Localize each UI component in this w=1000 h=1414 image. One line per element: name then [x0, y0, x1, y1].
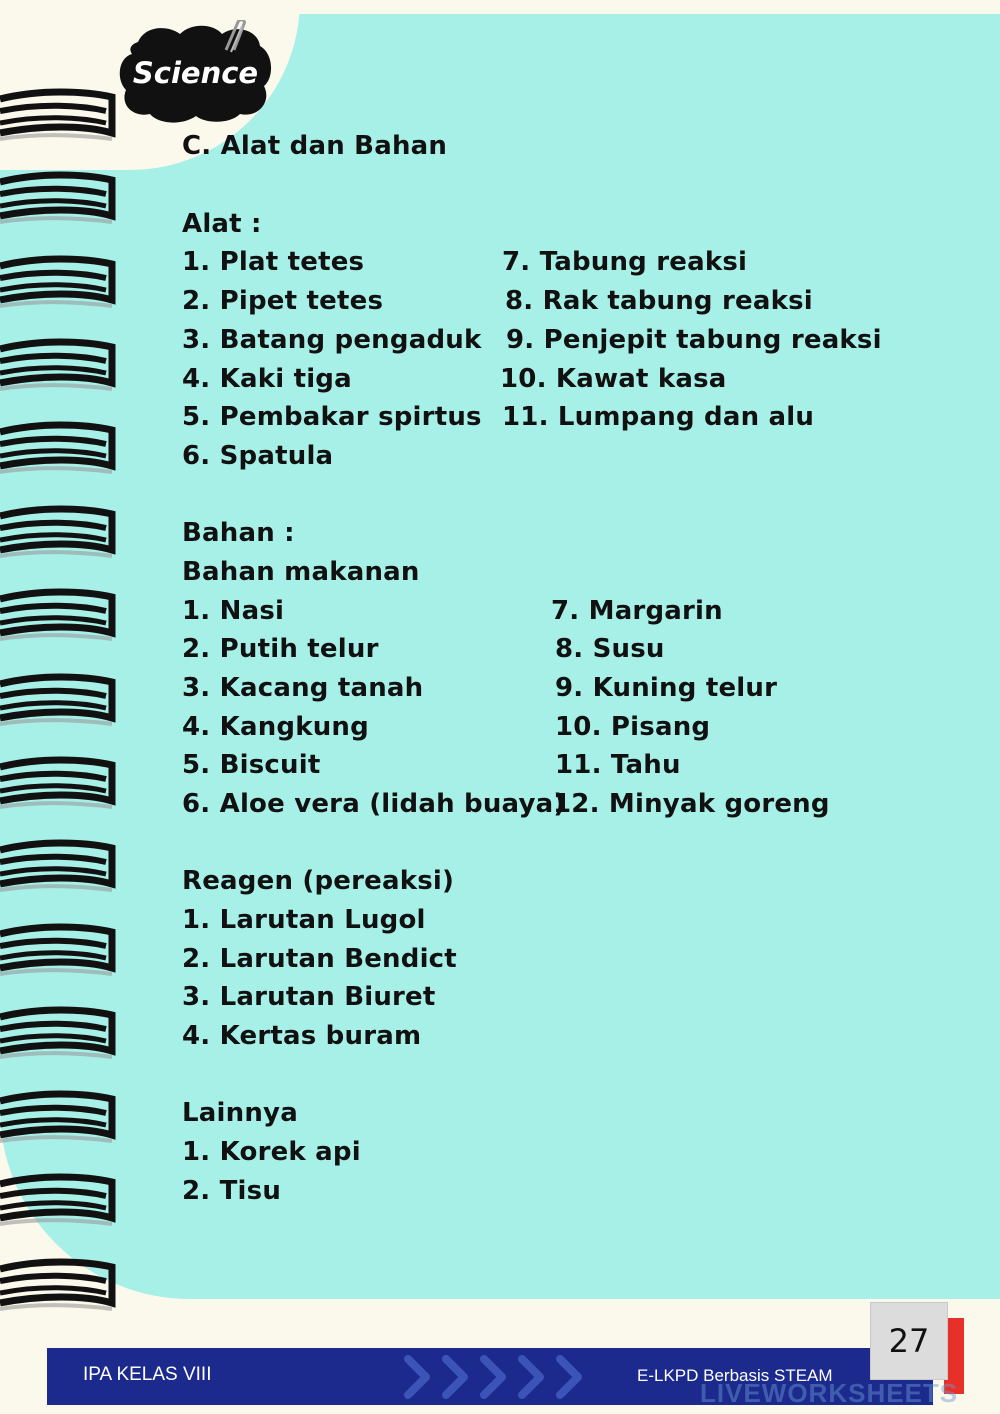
list-item: 4. Kangkung: [182, 712, 369, 742]
list-item: 2. Tisu: [182, 1176, 282, 1206]
list-item: 3. Larutan Biuret: [182, 982, 436, 1012]
footer-right-label: E-LKPD Berbasis STEAM: [637, 1366, 833, 1385]
list-item: 3. Batang pengaduk: [182, 325, 482, 355]
binding-ring: [0, 843, 112, 890]
list-item: 6. Spatula: [182, 441, 334, 471]
spiral-binding: [0, 0, 130, 1414]
list-item: 2. Putih telur: [182, 634, 379, 664]
watermark: LIVEWORKSHEETS: [700, 1378, 959, 1408]
list-item: 10. Pisang: [555, 712, 711, 742]
page-number: 27: [870, 1302, 948, 1380]
binding-ring: [0, 677, 112, 724]
list-item: 8. Rak tabung reaksi: [505, 286, 813, 316]
reagen-heading: Reagen (pereaksi): [182, 866, 455, 896]
binding-ring: [0, 1177, 112, 1224]
list-item: 4. Kertas buram: [182, 1021, 422, 1051]
list-item: 5. Pembakar spirtus: [182, 402, 482, 432]
binding-ring: [0, 509, 112, 556]
list-item: 1. Korek api: [182, 1137, 361, 1167]
list-item: 4. Kaki tiga: [182, 364, 352, 394]
bahan-subheading: Bahan makanan: [182, 557, 420, 587]
footer-left-label: IPA KELAS VIII: [83, 1364, 212, 1385]
binding-ring: [0, 592, 112, 639]
list-item: 12. Minyak goreng: [553, 789, 830, 819]
list-item: 11. Lumpang dan alu: [502, 402, 815, 432]
binding-ring: [0, 1262, 112, 1309]
list-item: 5. Biscuit: [182, 750, 321, 780]
binding-ring: [0, 760, 112, 807]
list-item: 2. Pipet tetes: [182, 286, 384, 316]
binding-ring: [0, 92, 112, 139]
list-item: 2. Larutan Bendict: [182, 944, 457, 974]
list-item: 9. Penjepit tabung reaksi: [506, 325, 882, 355]
binding-ring: [0, 259, 112, 306]
binding-ring: [0, 1010, 112, 1057]
badge-label: Science: [132, 56, 259, 90]
list-item: 1. Plat tetes: [182, 247, 365, 277]
list-item: 6. Aloe vera (lidah buaya): [182, 789, 566, 819]
lainnya-heading: Lainnya: [182, 1098, 298, 1128]
binding-ring: [0, 175, 112, 222]
binding-ring: [0, 927, 112, 974]
list-item: 11. Tahu: [555, 750, 681, 780]
content-panel: [0, 14, 1000, 1299]
list-item: 8. Susu: [555, 634, 665, 664]
chevrons-icon: [402, 1354, 612, 1400]
list-item: 1. Nasi: [182, 596, 285, 626]
list-item: 10. Kawat kasa: [500, 364, 727, 394]
list-item: 7. Tabung reaksi: [502, 247, 748, 277]
binding-ring: [0, 425, 112, 472]
bahan-heading: Bahan :: [182, 518, 295, 548]
section-title: C. Alat dan Bahan: [182, 131, 448, 161]
list-item: 9. Kuning telur: [555, 673, 778, 703]
binding-ring: [0, 342, 112, 389]
list-item: 7. Margarin: [551, 596, 723, 626]
list-item: 3. Kacang tanah: [182, 673, 424, 703]
binding-ring: [0, 1094, 112, 1141]
list-item: 1. Larutan Lugol: [182, 905, 426, 935]
alat-heading: Alat :: [182, 209, 262, 239]
